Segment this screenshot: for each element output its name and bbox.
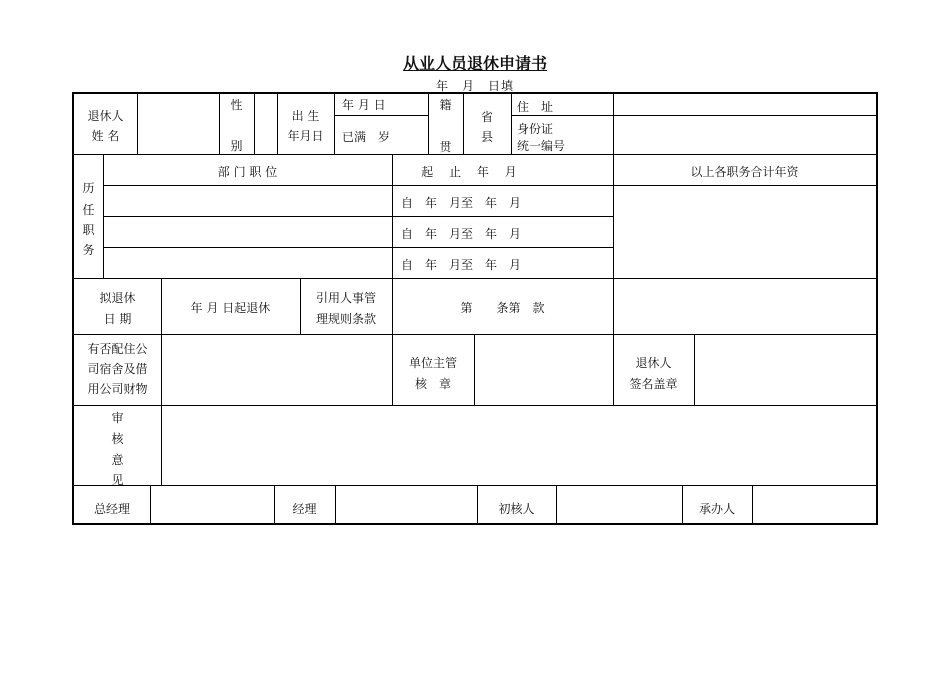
sex-field[interactable] — [254, 96, 277, 152]
period-row[interactable]: 自 年 月至 年 月 — [401, 227, 522, 241]
period-header: 起 止 年 月 — [421, 165, 517, 179]
sex-label-2: 别 — [230, 139, 243, 153]
supervisor-seal-label-2: 核 章 — [414, 377, 451, 391]
id-number-label: 身份证 — [517, 122, 554, 136]
row-divider — [103, 185, 876, 186]
rule-label: 引用人事管 — [315, 291, 376, 305]
row-divider — [103, 216, 613, 217]
housing-label: 用公司财物 — [87, 382, 148, 396]
housing-field[interactable] — [162, 335, 391, 404]
birth-label: 出 生 — [291, 109, 320, 123]
birth-label-2: 年月日 — [287, 129, 324, 143]
period-row[interactable]: 自 年 月至 年 月 — [401, 196, 522, 210]
total-years-header: 以上各职务合计年资 — [690, 165, 799, 179]
handler-field[interactable] — [753, 486, 876, 524]
handler-label: 承办人 — [698, 502, 735, 516]
review-label: 意 — [111, 453, 124, 467]
row-divider — [74, 154, 876, 155]
id-number-label-2: 统一编号 — [517, 139, 566, 153]
manager-field[interactable] — [336, 486, 477, 524]
review-opinion-field[interactable] — [162, 406, 876, 485]
retiree-name-label: 退休人 — [87, 109, 124, 123]
id-number-field[interactable] — [614, 116, 876, 154]
age-field[interactable]: 已满 岁 — [342, 130, 391, 144]
rule-label-2: 理规则条款 — [315, 312, 376, 326]
col-divider — [334, 94, 335, 154]
supervisor-seal-label: 单位主管 — [408, 356, 457, 370]
supervisor-seal-field[interactable] — [475, 335, 612, 404]
province-label: 省 — [480, 110, 493, 124]
cell-divider — [334, 115, 428, 116]
dept-position-header: 部 门 职 位 — [217, 165, 278, 179]
history-side-label: 历 — [82, 181, 95, 195]
retire-date-label-2: 日 期 — [103, 312, 132, 326]
retiree-name-label-2: 姓 名 — [91, 129, 120, 143]
history-side-label: 职 — [82, 223, 95, 237]
retire-date-field[interactable]: 年 月 日起退休 — [190, 301, 271, 315]
first-reviewer-field[interactable] — [557, 486, 682, 524]
retiree-sign-label-2: 签名盖章 — [629, 377, 678, 391]
fill-date: 年 月 日填 — [435, 79, 514, 93]
address-label: 住 址 — [517, 100, 554, 114]
col-divider — [511, 94, 512, 154]
review-label: 审 — [111, 411, 124, 425]
review-label: 核 — [111, 432, 124, 446]
birth-date-field[interactable]: 年 月 日 — [342, 98, 386, 112]
history-side-label: 务 — [82, 243, 95, 257]
form-title: 从业人员退休申请书 — [402, 54, 547, 73]
rule-field[interactable]: 第 条第 款 — [460, 301, 545, 315]
retiree-name-field[interactable] — [137, 106, 219, 146]
general-manager-label: 总经理 — [93, 502, 130, 516]
retirement-form — [72, 92, 878, 525]
general-manager-field[interactable] — [151, 486, 274, 524]
housing-label: 有否配住公 — [87, 342, 148, 356]
review-label: 见 — [111, 473, 124, 485]
address-field[interactable] — [614, 95, 876, 115]
native-place-label: 籍 — [439, 98, 452, 112]
retiree-sign-field[interactable] — [695, 335, 876, 404]
retiree-sign-label: 退休人 — [635, 356, 672, 370]
native-place-label-2: 贯 — [439, 140, 452, 154]
first-reviewer-label: 初核人 — [498, 502, 535, 516]
row-divider — [103, 247, 613, 248]
period-row[interactable]: 自 年 月至 年 月 — [401, 258, 522, 272]
manager-label: 经理 — [292, 502, 317, 516]
retire-date-label: 拟退休 — [99, 291, 136, 305]
housing-label: 司宿舍及借 — [87, 362, 148, 376]
history-side-label: 任 — [82, 203, 95, 217]
row-divider — [74, 278, 876, 279]
col-divider — [613, 278, 614, 334]
sex-label: 性 — [230, 98, 243, 112]
county-label: 县 — [480, 130, 493, 144]
